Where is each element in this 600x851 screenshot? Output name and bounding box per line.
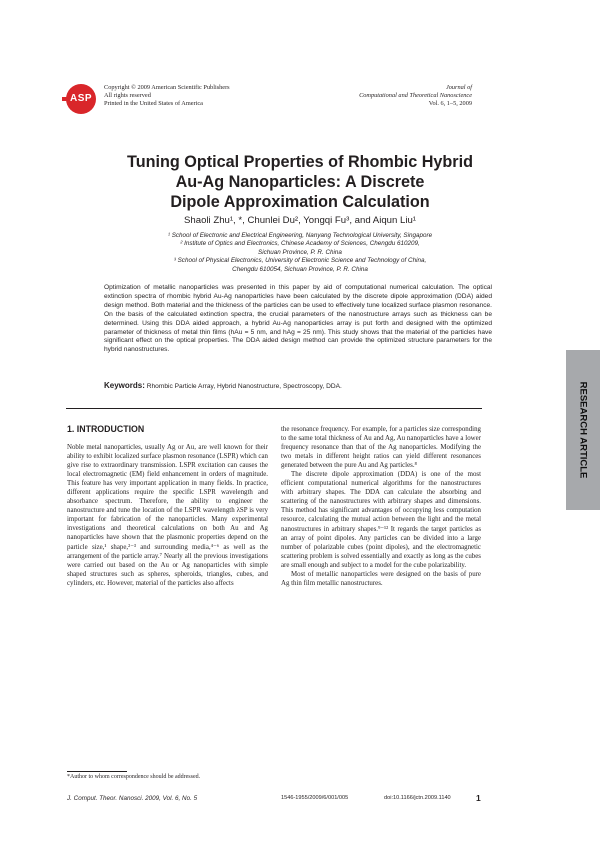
right-column xyxy=(281,425,481,588)
keywords-label: Keywords: xyxy=(104,381,145,390)
abstract: Optimization of metallic nanoparticles was presented in this paper by aid of computational numerical calculation. The optical extinction spectra of rhombic hybrid Au-Ag nanoparticles have been calculated by the discrete dipole approximation (DDA) aided design method. Both material and the thickness of the particles can be used to effectively tune localized surface plasmon resonance. On the basis of the calculated extinction spectra, the crucial parameters of the nanostructure arrays such as thickness can be determined. Using this DDA aided approach, a hybrid Au-Ag nanoparticles array is put forth and designed with the optimized parameter of thickness of metal thin films (hAu = 5 nm, and hAg = 25 nm). This study shows that the material of the particles have significant effect on the optical properties. The DDA aided design method can provide the optimized structure parameters for the hybrid nanostructures. xyxy=(104,284,492,354)
journal-info xyxy=(272,84,472,108)
affiliation-line: Sichuan Province, P. R. China xyxy=(258,248,342,256)
footnote: *Author to whom correspondence should be addressed. xyxy=(67,774,201,780)
affiliation-line: Chengdu 610054, Sichuan Province, P. R. China xyxy=(232,265,368,273)
title-line: Dipole Approximation Calculation xyxy=(170,193,430,211)
title-line: Au-Ag Nanoparticles: A Discrete xyxy=(175,173,425,191)
author-list: Shaoli Zhu¹, *, Chunlei Du², Yongqi Fu³, and Aiqun Liu¹ xyxy=(184,215,416,226)
journal-volume: Vol. 6, 1–5, 2009 xyxy=(428,100,472,107)
keywords-list: Rhombic Particle Array, Hybrid Nanostructure, Spectroscopy, DDA. xyxy=(146,383,342,390)
journal-line: Computational and Theoretical Nanoscience xyxy=(359,92,472,99)
body-paragraph: The discrete dipole approximation (DDA) is one of the most efficient computational numerical algorithms for the nanostructures with arbitrary shapes. The DDA can calculate the absorbing and scattering of the nanostructures with arbitrary shapes and dimensions. This method has significant advantages of occupying less computation resource, calculating the mutual action between the light and the metal nanostructures in arbitrary shapes.⁹⁻¹² It regards the target particles as an array of point dipoles. Any particles can be divided into a large number of polarizable cubes (point dipoles), and the electromagnetic scattering problem is solved essentially and exactly as long as the cubes are small enough and subject to a model for the cube polarizability. xyxy=(281,471,481,569)
affiliation-line: ² Institute of Optics and Electronics, Chinese Academy of Sciences, Chengdu 610209, xyxy=(180,240,420,248)
paper-title xyxy=(90,152,510,212)
body-paragraph: Noble metal nanoparticles, usually Ag or Au, are well known for their ability to exhibit localized surface plasmon resonance (LSPR) which can give rise to extraordinary transmission. LSPR excitation can causes the local electromagnetic (EM) field enhancement in orders of magnitude. This feature has very important application in many fields. In practice, different applications require the specific LSPR wavelength and absorbance spectrum. Therefore, the ability to engineer the nanostructure and tune the location of the LSPR wavelength λSP is very important for fabrication of the nanoparticles. Many experimental investigations and theoretical calculations on both Au and Ag nanoparticles have shown that the plasmonic properties depend on the particle size,¹ shape,²⁻³ and surrounding media,⁴⁻⁶ as well as the arrangement of the particle array.⁷ Nearly all the previous investigations were carried out based on the Au or Ag nanoparticles with simple shaped structures such as spheres, spheroids, triangles, cubes, and cylinders, etc. However, material of the particles also affects xyxy=(67,444,268,587)
affiliation-line: ³ School of Physical Electronics, University of Electronic Science and Technology of China, xyxy=(173,257,427,265)
copyright-line: All rights reserved xyxy=(104,92,151,99)
research-article-tab xyxy=(566,350,600,510)
journal-line: Journal of xyxy=(445,84,472,91)
publisher-logo: ASP xyxy=(66,84,96,114)
copyright-line: Printed in the United States of America xyxy=(104,100,203,107)
affiliation-line: ¹ School of Electronic and Electrical Engineering, Nanyang Technological University, Singapore xyxy=(167,232,433,239)
page-number: 1 xyxy=(476,793,481,803)
footer-issn: 1546-1955/2009/6/001/005 xyxy=(281,795,349,801)
copyright-notice xyxy=(104,84,230,108)
body-paragraph: Most of metallic nanoparticles were designed on the basis of pure Ag thin film metallic nanostructures. xyxy=(281,570,481,587)
affiliations xyxy=(90,232,510,274)
section-heading: 1. INTRODUCTION xyxy=(67,424,145,434)
left-column xyxy=(67,443,268,588)
footer-citation: J. Comput. Theor. Nanosci. 2009, Vol. 6, No. 5 xyxy=(67,795,198,802)
keywords xyxy=(104,381,492,390)
copyright-line: Copyright © 2009 American Scientific Publishers xyxy=(104,84,230,91)
divider xyxy=(66,408,482,409)
body-paragraph: the resonance frequency. For example, for a particles size corresponding to the same total thickness of Au and Ag, Au nanoparticles have a lower frequency resonance than that of the Ag nanoparticles. Modifying the two metals in different height ratios can yield different resonances generated between the pure Au and Ag particles.⁸ xyxy=(281,426,481,470)
footnote-divider xyxy=(67,771,127,772)
title-line: Tuning Optical Properties of Rhombic Hybrid xyxy=(127,153,473,171)
side-tab-label: RESEARCH ARTICLE xyxy=(577,381,589,479)
footer-doi: doi:10.1166/jctn.2009.1140 xyxy=(384,795,451,801)
